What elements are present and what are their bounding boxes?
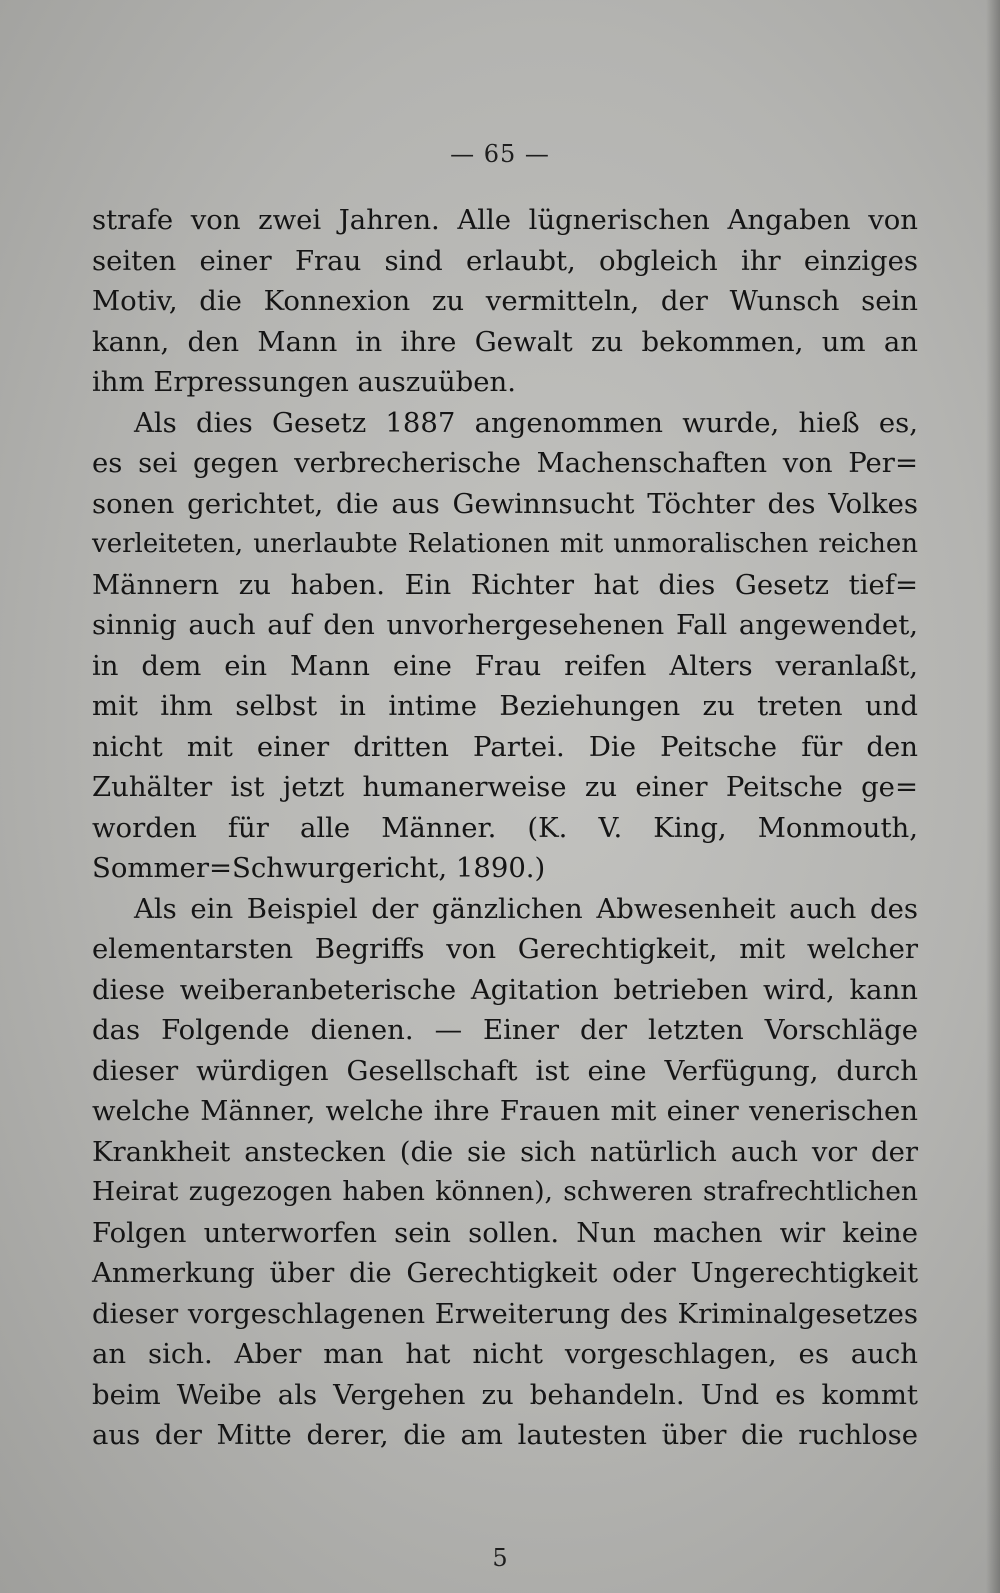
page-edge-shadow [986,0,1000,1593]
text-line: Als dies Gesetz 1887 angenommen wurde, hieß es, [134,406,918,439]
text-line: Folgen unterworfen sein sollen. Nun machen wir keine [92,1216,918,1249]
text-line: Anmerkung über die Gerechtigkeit oder Ungerechtigkeit [92,1257,918,1289]
body-text [92,200,918,1456]
text-line: nicht mit einer dritten Partei. Die Peitsche für den [92,730,918,763]
text-line: welche Männer, welche ihre Frauen mit einer venerischen [92,1095,918,1127]
text-line: diese weiberanbeterische Agitation betrieben wird, kann [92,973,918,1006]
text-line: es sei gegen verbrecherische Machenschaften von Per= [92,447,918,479]
page-number: — 65 — [450,140,550,168]
text-line: dieser vorgeschlagenen Erweiterung des Kriminalgesetzes [92,1297,918,1330]
text-line: Als ein Beispiel der gänzlichen Abwesenheit auch des [134,892,918,925]
text-line: das Folgende dienen. — Einer der letzten Vorschläge [92,1014,918,1046]
text-line: mit ihm selbst in intime Beziehungen zu treten und [92,690,918,722]
text-line: dieser würdigen Gesellschaft ist eine Verfügung, durch [92,1054,918,1087]
text-line: sonen gerichtet, die aus Gewinnsucht Töchter des Volkes [92,487,918,520]
text-line: an sich. Aber man hat nicht vorgeschlagen, es auch [92,1338,918,1370]
text-line: verleiteten, unerlaubte Relationen mit unmoralischen reichen [92,529,918,559]
text-line: in dem ein Mann eine Frau reifen Alters veranlaßt, [92,649,918,682]
text-line: worden für alle Männer. (K. V. King, Monmouth, [92,811,918,844]
text-line: beim Weibe als Vergehen zu behandeln. Und es kommt [92,1378,918,1411]
text-line: Sommer=Schwurgericht, 1890.) [92,852,546,884]
text-line: ihm Erpressungen auszuüben. [92,366,517,398]
text-line: Zuhälter ist jetzt humanerweise zu einer Peitsche ge= [92,771,918,803]
text-line: kann, den Mann in ihre Gewalt zu bekommen, um an [92,325,918,358]
text-line: Männern zu haben. Ein Richter hat dies Gesetz tief= [92,568,918,601]
text-line: strafe von zwei Jahren. Alle lügnerischen Angaben von [92,204,918,236]
text-line: Heirat zugezogen haben können), schweren strafrechtlichen [92,1176,918,1207]
text-line: Motiv, die Konnexion zu vermitteln, der Wunsch sein [92,285,918,317]
text-line: Krankheit anstecken (die sie sich natürlich auch vor der [92,1135,918,1168]
text-line: seiten einer Frau sind erlaubt, obgleich ihr einziges [92,244,918,277]
signature-mark: 5 [492,1544,508,1572]
text-line: elementarsten Begriffs von Gerechtigkeit, mit welcher [92,933,918,965]
text-line: aus der Mitte derer, die am lautesten über die ruchlose [92,1419,918,1451]
text-line: sinnig auch auf den unvorhergesehenen Fall angewendet, [92,609,918,641]
